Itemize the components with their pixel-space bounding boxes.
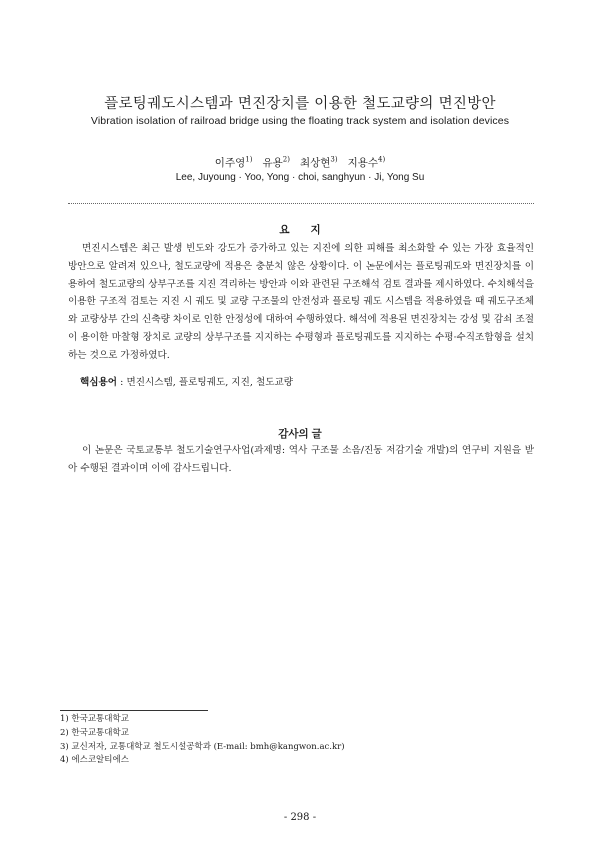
- author-list-english: Lee, Juyoung · Yoo, Yong · choi, sanghyun · Ji, Yong Su: [175, 172, 425, 183]
- author-footnote-mark: 1): [245, 155, 253, 164]
- footnote-list: [60, 713, 345, 768]
- author-footnote-mark: 2): [282, 155, 290, 164]
- author-name: 지용수: [347, 157, 379, 169]
- keywords-value: 면진시스템, 플로팅궤도, 지진, 철도교량: [126, 377, 294, 388]
- author-footnote-mark: 4): [378, 155, 386, 164]
- author-name: 유용: [262, 157, 283, 169]
- abstract-heading: 요 지: [279, 224, 321, 236]
- keywords-line: [80, 374, 293, 388]
- paper-title-english: Vibration isolation of railroad bridge using the floating track system and isolation devices: [90, 115, 510, 127]
- acknowledgement-heading: 감사의 글: [278, 428, 322, 440]
- author-footnote-mark: 3): [330, 155, 338, 164]
- abstract-body: 면진시스템은 최근 발생 빈도와 강도가 증가하고 있는 지진에 의한 피해를 최소화할 수 있는 가장 효율적인 방안으로 알려져 있으나, 철도교량에 적용은 충분치 않은 상황이다. 이 논문에서는 플로팅궤도와 면진장치를 이용하여 철도교량의 상부구조를 지진 격리하는 방안과 이와 관련된 구조해석 검토 결과를 제시하였다. 수치해석을 이용한 구조적 검토는 지진 시 궤도 및 교량 구조물의 안전성과 플로팅 궤도 시스템을 적용하였을 때 궤도구조체와 교량상부 간의 신축량 차이로 인한 안정성에 대하여 수행하였다. 해석에 적용된 면진장치는 강성 및 감쇠 조절이 용이한 마찰형 장치로 교량의 상부구조를 지지하는 수평형과 플로팅궤도를 지지하는 수평·수직조합형을 설치하는 것으로 가정하였다.: [68, 243, 534, 361]
- paper-title-korean: 플로팅궤도시스템과 면진장치를 이용한 철도교량의 면진방안: [104, 96, 496, 112]
- keywords-label: 핵심용어: [80, 377, 118, 388]
- author-name: 최상현: [299, 157, 331, 169]
- keywords-separator: :: [120, 377, 124, 388]
- acknowledgement-body: 이 논문은 국토교통부 철도기술연구사업(과제명: 역사 구조물 소음/진동 저감기술 개발)의 연구비 지원을 받아 수행된 결과이며 이에 감사드립니다.: [68, 445, 534, 474]
- header-divider: [68, 203, 534, 204]
- footnote-item: 2) 한국교통대학교: [60, 727, 129, 738]
- author-name: 이주영: [214, 157, 246, 169]
- footnote-item: 3) 교신저자, 교통대학교 철도시설공학과 (E-mail: bmh@kangwon.ac.kr): [60, 741, 345, 752]
- footnote-divider: [60, 710, 208, 711]
- page-number: - 298 -: [283, 812, 317, 823]
- footnote-item: 1) 한국교통대학교: [60, 714, 129, 724]
- author-list-korean: [0, 155, 600, 170]
- footnote-item: 4) 에스코알티에스: [60, 755, 129, 766]
